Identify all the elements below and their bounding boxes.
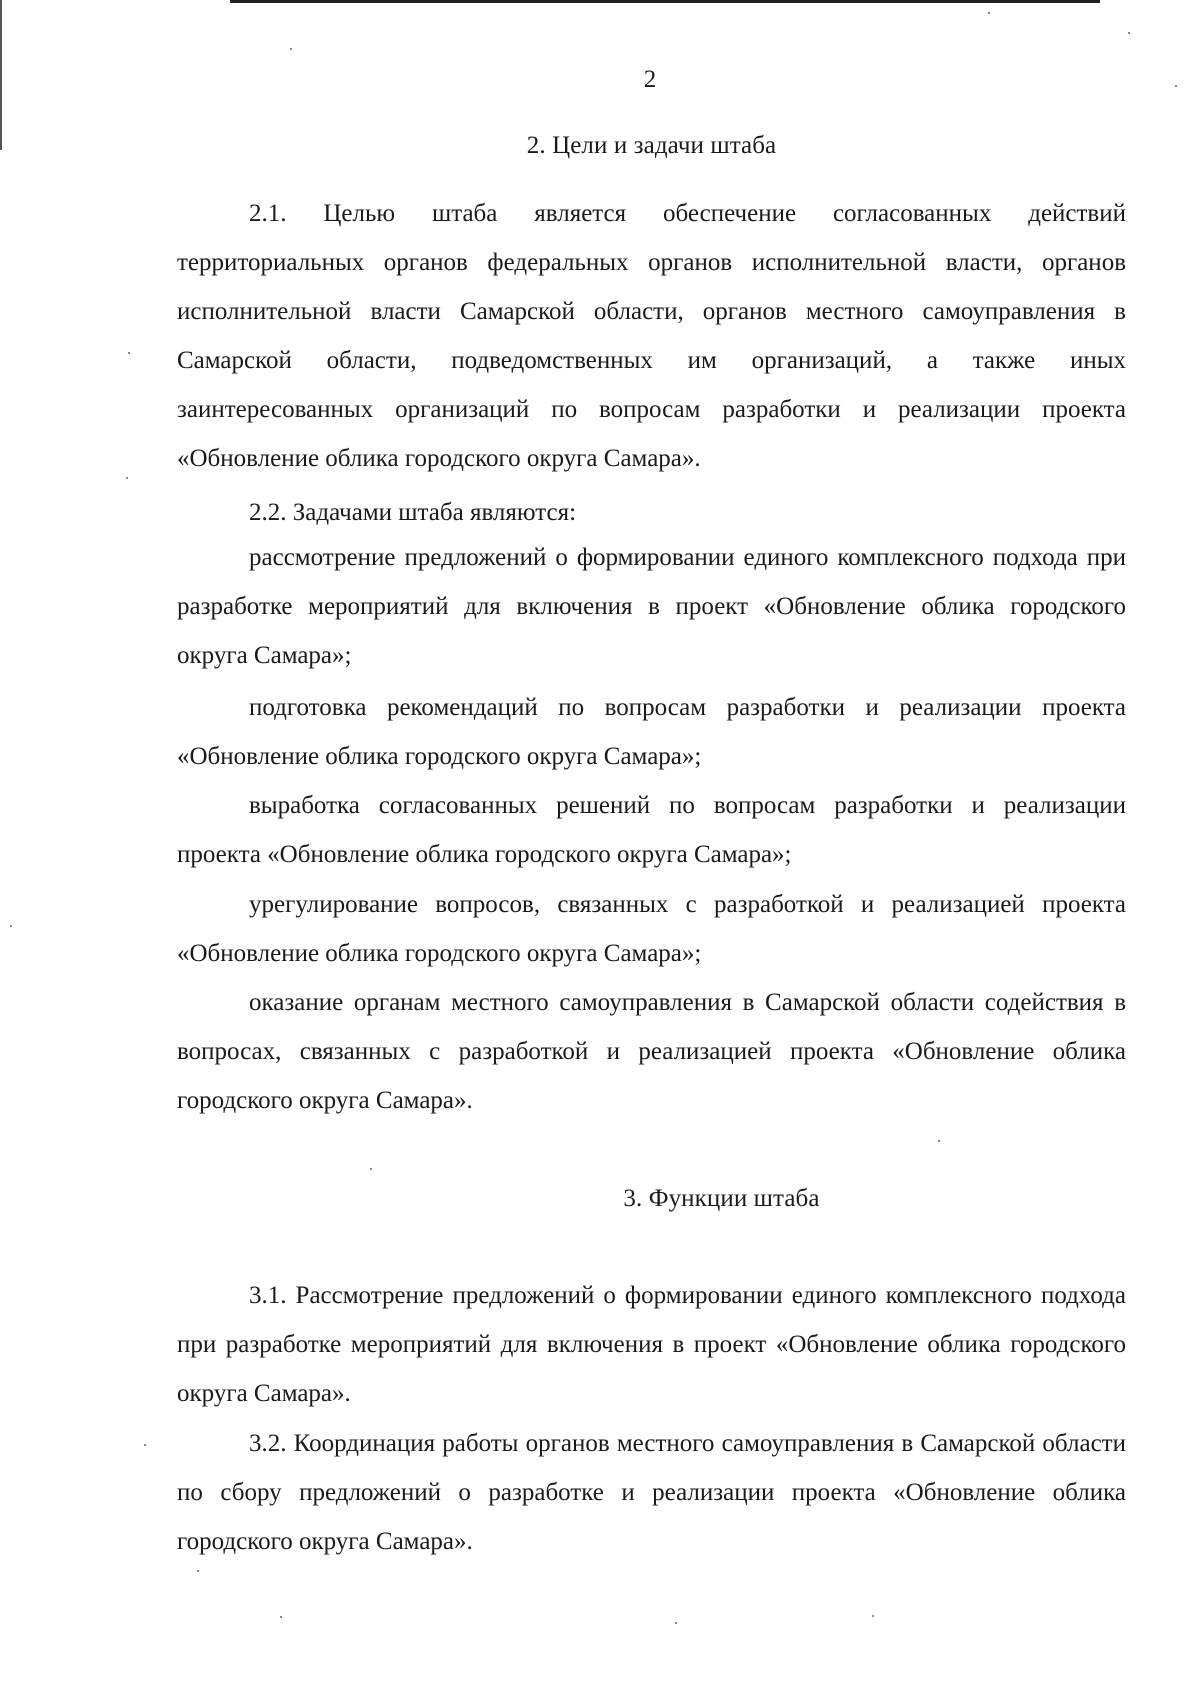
task-item: оказание органам местного самоуправления в Самарской области содействия в вопросах, связанных с разработкой и реализацией проекта «Обновление облика городского округа Самара». (177, 989, 1126, 1114)
scan-speck (128, 352, 130, 354)
task-item: подготовка рекомендаций по вопросам разработки и реализации проекта «Обновление облика городского округа Самара»; (177, 694, 1126, 770)
page-number: 2 (643, 66, 657, 93)
paragraph-2-1: 2.1. Целью штаба является обеспечение согласованных действий территориальных органов федеральных органов исполнительной власти, органов исполнительной власти Самарской области, органов местного самоуправления в Самарской области, подведомственных им организаций, а также иных заинтересованных организаций по вопросам разработки и реализации проекта «Обновление облика городского округа Самара». (177, 200, 1126, 472)
paragraph-2-2: 2.2. Задачами штаба являются: (249, 499, 577, 526)
scan-speck (675, 1622, 677, 1624)
scan-speck (1175, 85, 1177, 87)
scan-speck (144, 1444, 146, 1446)
section-2-heading: 2. Цели и задачи штаба (526, 132, 777, 159)
scan-speck (280, 1616, 282, 1618)
task-item: выработка согласованных решений по вопросам разработки и реализации проекта «Обновление облика городского округа Самара»; (177, 792, 1126, 868)
scan-speck (290, 48, 292, 50)
task-item: урегулирование вопросов, связанных с разработкой и реализацией проекта «Обновление облика городского округа Самара»; (177, 891, 1126, 967)
section-3-heading: 3. Функции штаба (623, 1185, 820, 1212)
scan-speck (126, 477, 128, 479)
task-item: рассмотрение предложений о формировании единого комплексного подхода при разработке мероприятий для включения в проект «Обновление облика городского округа Самара»; (177, 544, 1126, 669)
scan-speck (10, 925, 12, 927)
scan-speck (197, 1570, 199, 1572)
scan-speck (988, 12, 990, 14)
paragraph-3-2: 3.2. Координация работы органов местного самоуправления в Самарской области по сбору предложений о разработке и реализации проекта «Обновление облика городского округа Самара». (177, 1430, 1126, 1555)
scan-speck (938, 1140, 940, 1142)
top-rule (230, 0, 1100, 3)
scan-speck (1128, 32, 1130, 34)
scan-speck (872, 1615, 874, 1617)
paragraph-3-1: 3.1. Рассмотрение предложений о формировании единого комплексного подхода при разработке мероприятий для включения в проект «Обновление облика городского округа Самара». (177, 1282, 1126, 1407)
scan-speck (370, 1168, 372, 1170)
